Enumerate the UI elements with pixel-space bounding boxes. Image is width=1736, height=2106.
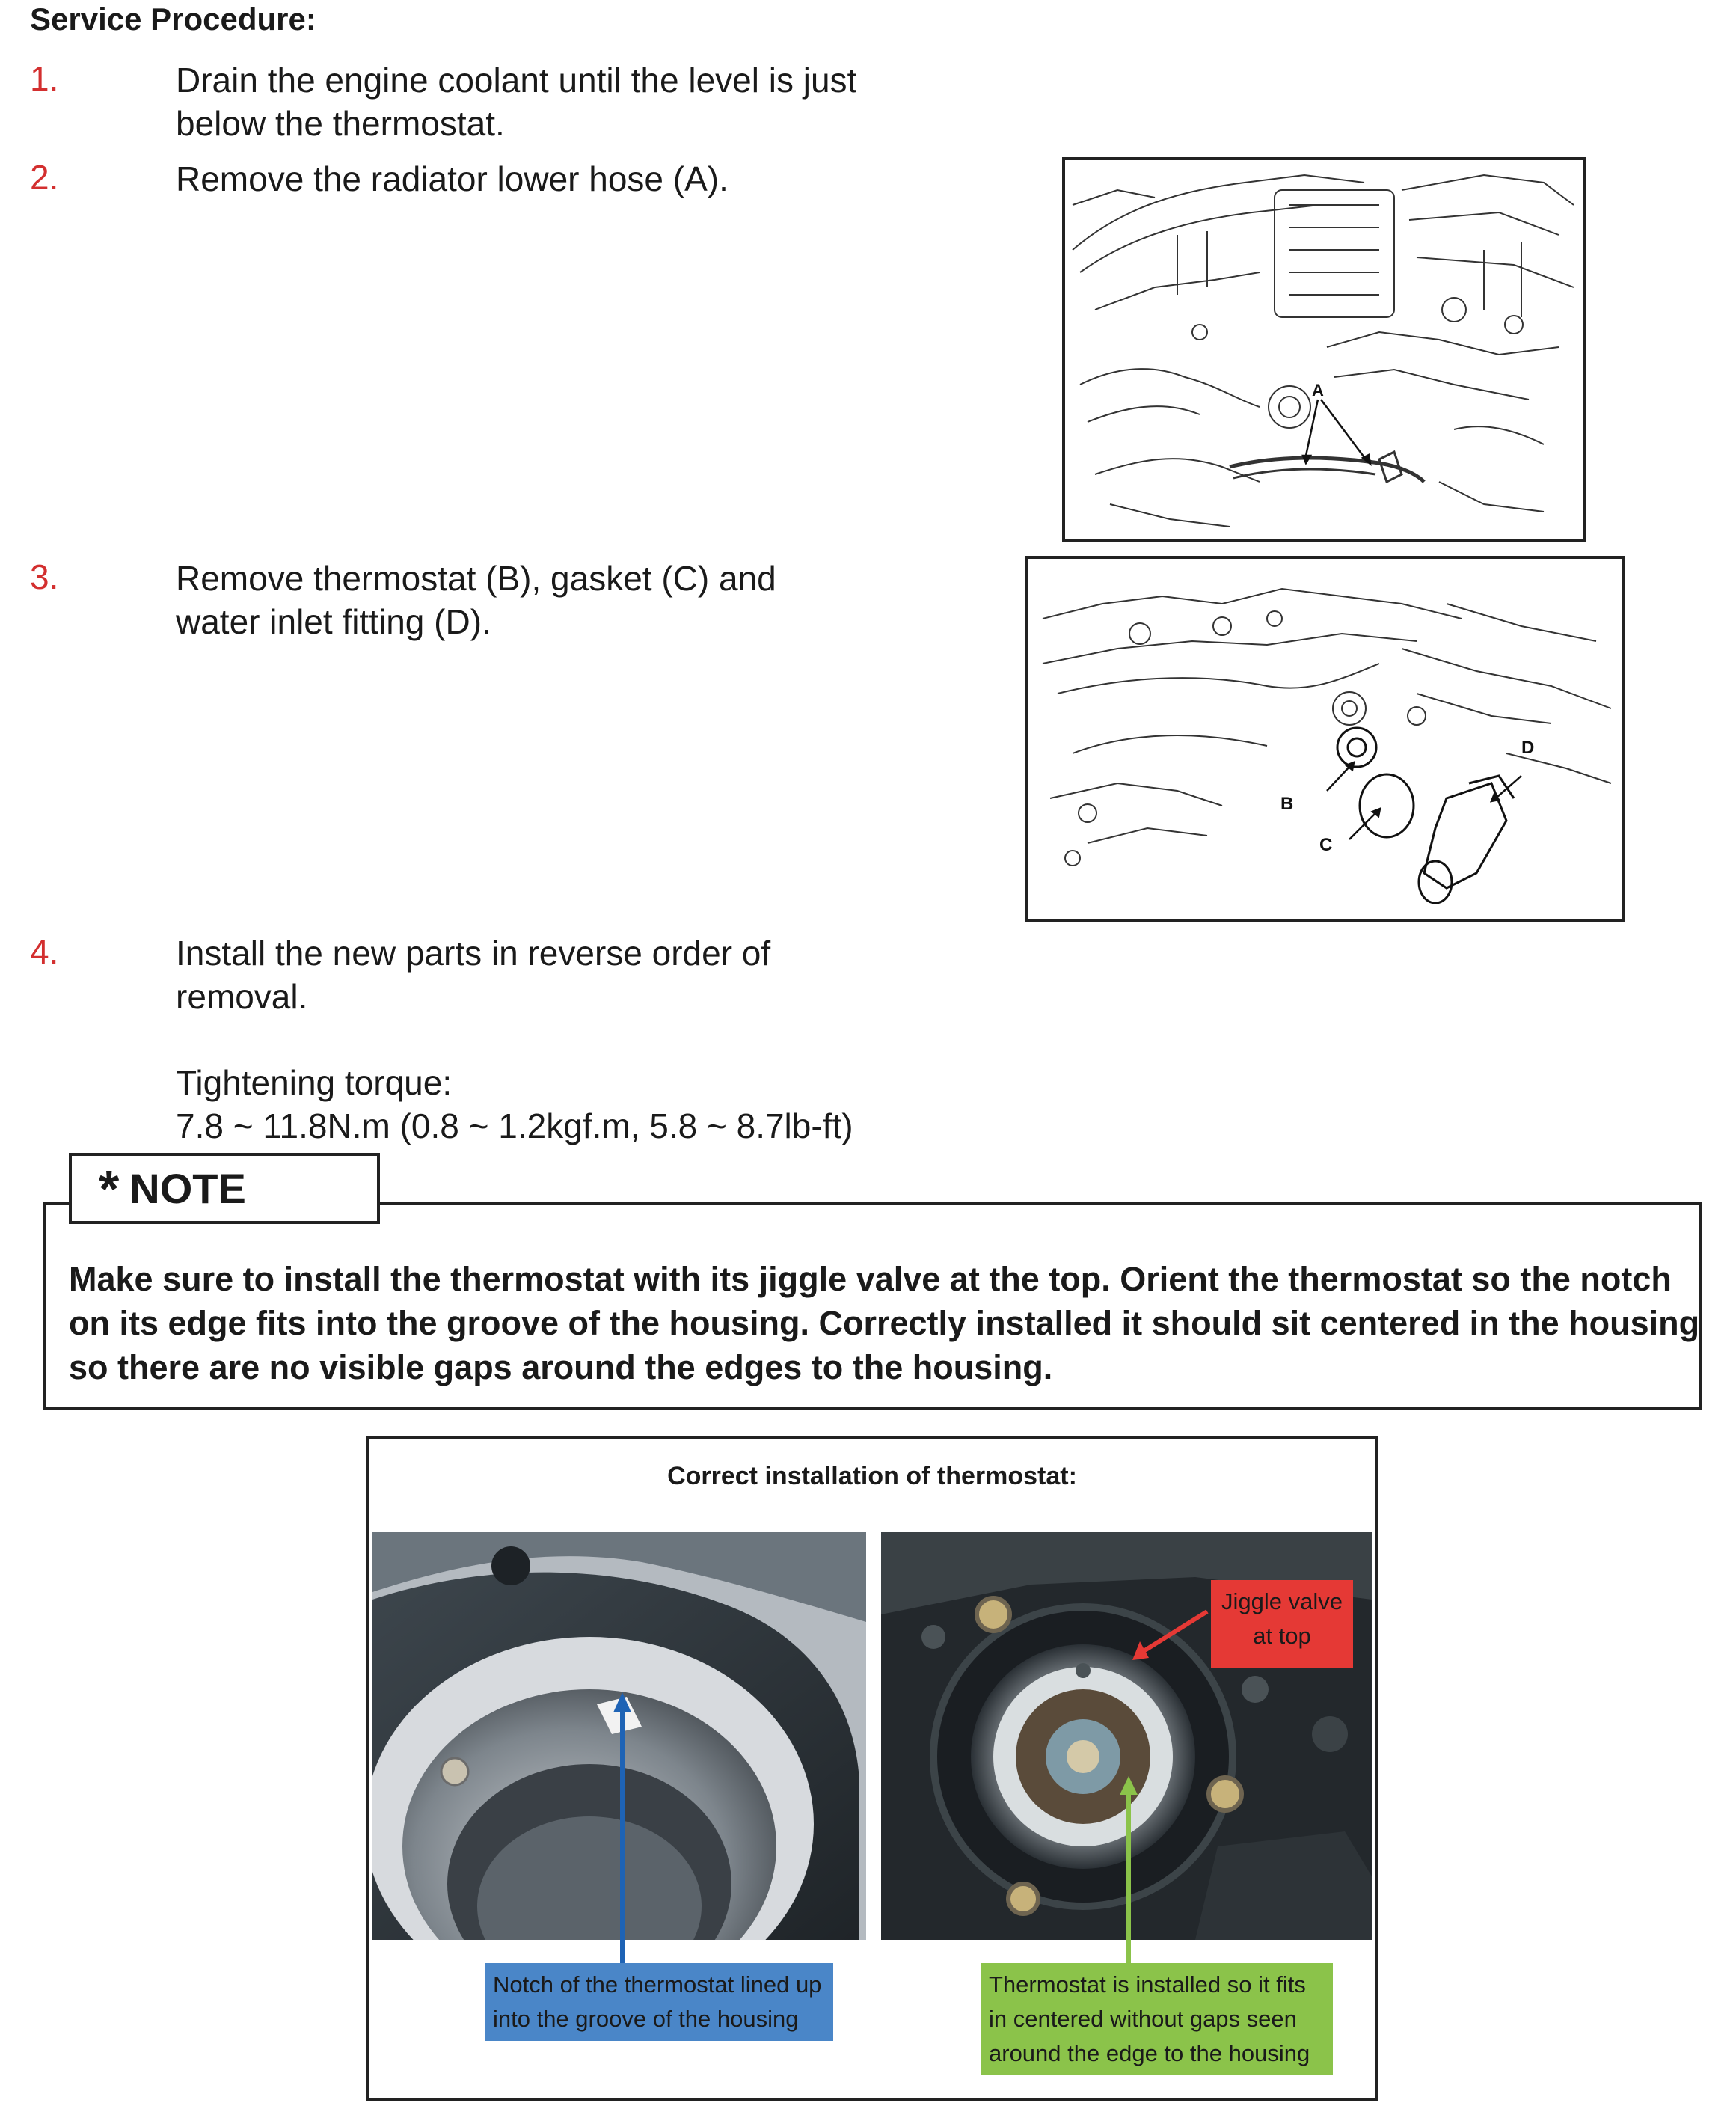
notch-callout: Notch of the thermostat lined up into the groove of the housing [485,1963,833,2041]
engine-line-drawing [1065,160,1583,539]
callout-label-c: C [1319,835,1333,855]
callout-label-d: D [1521,738,1535,758]
thermostat-photo-panel [366,1436,1378,2101]
thermostat-line-drawing [1028,559,1622,919]
callout-label-a: A [1312,381,1324,400]
step-2-number: 2. [30,158,59,197]
torque-value: 7.8 ~ 11.8N.m (0.8 ~ 1.2kgf.m, 5.8 ~ 8.7lb-ft) [176,1106,853,1145]
note-text: Make sure to install the thermostat with its jiggle valve at the top. Orient the thermostat so the notch on its edge fits into the groove of the housing. Correctly installed it should sit centered in the housing so there are no visible gaps around the edges to the housing. [69,1260,1700,1386]
thermostat-exploded-diagram [1025,556,1625,922]
note-tab [69,1153,380,1224]
step-3-number: 3. [30,557,59,596]
note-title: NOTE [129,1165,246,1212]
step-2-text: Remove the radiator lower hose (A). [176,159,729,198]
arrow-centered-head [1120,1776,1138,1795]
engine-diagram-hose [1062,157,1586,542]
arrow-jiggle [1144,1611,1207,1651]
step-1-text: Drain the engine coolant until the level is just below the thermostat. [176,61,857,143]
centered-callout: Thermostat is installed so it fits in centered without gaps seen around the edge to the housing [981,1963,1333,2075]
photo-title: Correct installation of thermostat: [667,1462,1077,1490]
step-1-number: 1. [30,59,59,98]
step-3-text: Remove thermostat (B), gasket (C) and water inlet fitting (D). [176,559,776,641]
torque-label: Tightening torque: [176,1063,453,1102]
step-4-number: 4. [30,932,59,971]
callout-label-b: B [1280,794,1294,814]
page-heading: Service Procedure: [30,1,316,37]
jiggle-valve-callout: Jiggle valve at top [1211,1580,1353,1668]
asterisk-icon: * [99,1159,120,1218]
arrow-notch-head [613,1692,631,1712]
step-4-text: Install the new parts in reverse order of removal. [176,934,771,1016]
